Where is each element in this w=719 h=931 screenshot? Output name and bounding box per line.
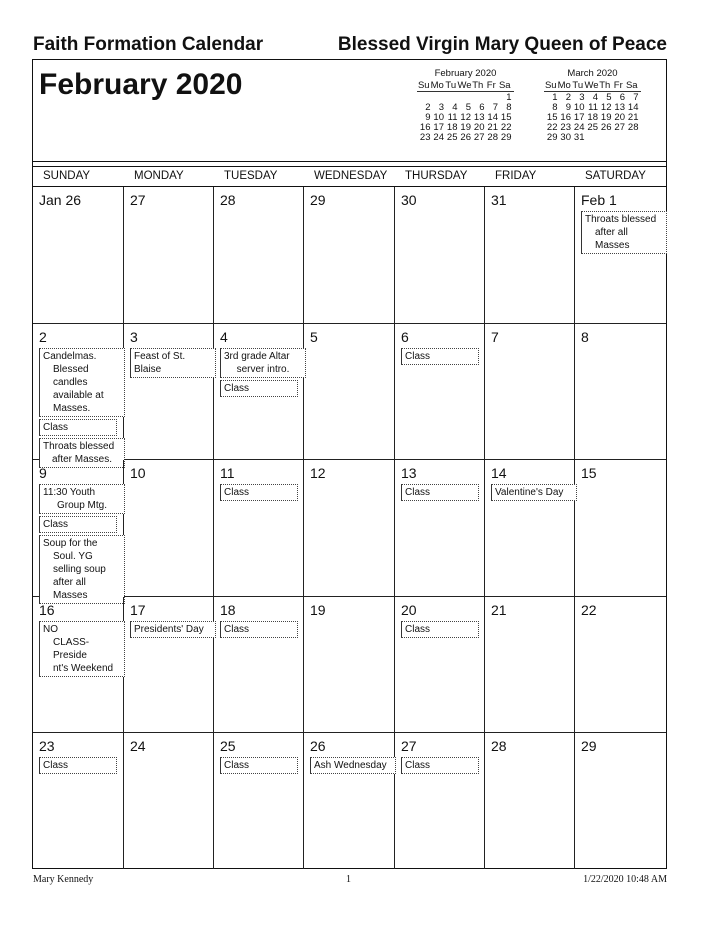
day-number: 2	[39, 329, 47, 345]
day-cell	[485, 187, 575, 324]
mini-day: 30	[560, 132, 571, 143]
mini-calendar-title: February 2020	[434, 68, 497, 79]
day-cell	[304, 733, 395, 869]
day-cell	[575, 460, 666, 597]
day-cell	[214, 733, 304, 869]
event-entry[interactable]	[220, 621, 298, 638]
day-number: 22	[581, 602, 597, 618]
mini-day	[625, 133, 639, 143]
mini-day: 19	[600, 112, 612, 123]
mini-day: 29	[546, 132, 558, 143]
day-cell	[304, 187, 395, 324]
event-text: Class	[405, 760, 431, 771]
event-entry[interactable]	[401, 484, 479, 501]
mini-calendar-day-names	[417, 81, 514, 92]
event-text: server intro.	[236, 364, 290, 375]
event-entry[interactable]	[491, 484, 577, 501]
day-number: 26	[310, 738, 326, 754]
event-text: candles	[53, 377, 88, 388]
mini-day: 21	[487, 122, 498, 133]
event-text: after Masses.	[51, 454, 113, 465]
day-number: 14	[491, 465, 507, 481]
event-text: available at	[53, 390, 104, 401]
event-text: CLASS-Preside	[53, 637, 90, 661]
day-number: 8	[581, 329, 589, 345]
mini-day	[585, 133, 599, 143]
weekday-label: MONDAY	[134, 170, 184, 182]
day-cell	[214, 597, 304, 733]
event-text: Soup for the	[43, 538, 98, 549]
mini-day: 15	[546, 112, 558, 123]
mini-day: 20	[614, 112, 625, 123]
mini-day: 17	[433, 122, 444, 133]
mini-day: 26	[460, 132, 471, 143]
mini-day: 2	[425, 102, 431, 113]
day-cell	[485, 324, 575, 460]
day-number: 28	[220, 192, 236, 208]
day-cell	[395, 733, 485, 869]
mini-day: 14	[487, 112, 498, 123]
event-text: Masses.	[53, 403, 91, 414]
day-number: 16	[39, 602, 55, 618]
day-cell	[33, 597, 124, 733]
month-grid	[33, 187, 666, 869]
event-entry[interactable]	[39, 621, 125, 677]
event-text: selling soup	[53, 564, 106, 575]
event-text: Presidents' Day	[134, 624, 204, 635]
mini-day: 13	[473, 112, 485, 123]
mini-day: 29	[500, 132, 512, 143]
mini-day: 4	[452, 102, 458, 113]
day-number: 19	[310, 602, 326, 618]
mini-calendar-week	[544, 123, 641, 133]
day-number: Jan 26	[39, 192, 82, 208]
day-number: 4	[220, 329, 228, 345]
mini-day-name: We	[584, 80, 599, 91]
day-number: 10	[130, 465, 146, 481]
day-number: 5	[310, 329, 318, 345]
day-number: 21	[491, 602, 507, 618]
mini-day: 24	[573, 122, 585, 133]
mini-day: 7	[633, 92, 639, 103]
day-number: Feb 1	[581, 192, 617, 208]
event-entry[interactable]	[401, 621, 479, 638]
mini-day: 9	[565, 102, 571, 113]
mini-day: 26	[600, 122, 612, 133]
month-header	[33, 60, 666, 162]
event-entry[interactable]	[39, 484, 125, 514]
weekday-label: SATURDAY	[585, 170, 646, 182]
event-entry[interactable]	[39, 348, 125, 417]
event-text: Class	[43, 422, 69, 433]
day-cell	[395, 187, 485, 324]
day-number: 13	[401, 465, 417, 481]
event-text: Ash Wednesday	[314, 760, 387, 771]
day-cell	[575, 733, 666, 869]
day-cell	[304, 324, 395, 460]
day-cell	[485, 733, 575, 869]
mini-day: 4	[592, 92, 598, 103]
event-text: Masses	[595, 240, 630, 251]
day-cell	[33, 187, 124, 324]
mini-day: 27	[614, 122, 625, 133]
day-number: 29	[581, 738, 597, 754]
event-text: Class	[224, 760, 250, 771]
day-cell	[395, 324, 485, 460]
mini-calendar-week	[417, 133, 514, 143]
day-cell	[395, 460, 485, 597]
footer-page-number: 1	[346, 874, 351, 885]
event-text: after all	[53, 577, 86, 588]
event-entry[interactable]	[220, 484, 298, 501]
weekday-label: THURSDAY	[405, 170, 468, 182]
day-cell	[33, 733, 124, 869]
mini-day: 31	[573, 132, 585, 143]
day-cell	[33, 324, 124, 465]
mini-day: 16	[419, 122, 431, 133]
mini-day-name: Tu	[445, 80, 457, 91]
day-number: 18	[220, 602, 236, 618]
event-text: 3rd grade Altar	[224, 351, 290, 362]
event-entry[interactable]	[39, 757, 117, 774]
mini-day: 23	[560, 122, 571, 133]
day-cell	[124, 597, 214, 733]
day-number: 25	[220, 738, 236, 754]
mini-day: 11	[447, 112, 458, 123]
mini-day-name: Fr	[613, 80, 623, 91]
event-entry[interactable]	[130, 621, 216, 638]
mini-day-name: Th	[599, 80, 611, 91]
calendar-title: Faith Formation Calendar	[33, 34, 264, 55]
event-text: Soul. YG	[53, 551, 93, 562]
mini-day: 1	[552, 92, 558, 103]
event-text: 11:30 Youth	[43, 487, 96, 498]
day-number: 17	[130, 602, 146, 618]
parish-name: Blessed Virgin Mary Queen of Peace	[337, 34, 667, 55]
mini-calendar-day-names	[544, 81, 641, 92]
mini-day: 22	[500, 122, 512, 133]
day-cell	[124, 187, 214, 324]
day-cell	[304, 460, 395, 597]
day-cell	[575, 324, 666, 460]
mini-day: 25	[587, 122, 598, 133]
day-number: 30	[401, 192, 417, 208]
mini-day: 28	[487, 132, 498, 143]
event-entry[interactable]	[581, 211, 667, 254]
event-text: Group Mtg.	[56, 500, 108, 511]
mini-day	[612, 133, 626, 143]
day-number: 29	[310, 192, 326, 208]
mini-day: 22	[546, 122, 558, 133]
mini-day: 2	[565, 92, 571, 103]
day-number: 11	[220, 465, 235, 481]
day-cell	[395, 597, 485, 733]
day-cell	[214, 324, 304, 460]
mini-day: 17	[573, 112, 585, 123]
day-number: 28	[491, 738, 507, 754]
mini-day: 6	[619, 92, 625, 103]
day-cell	[485, 597, 575, 733]
mini-day: 6	[479, 102, 485, 113]
event-text: Class	[405, 351, 431, 362]
mini-day: 18	[587, 112, 598, 123]
event-entry[interactable]	[310, 757, 396, 774]
mini-day: 19	[460, 122, 471, 133]
event-text: after all	[595, 227, 628, 238]
event-text: NO	[43, 624, 58, 635]
day-cell	[304, 597, 395, 733]
event-text: Class	[43, 519, 69, 530]
event-entry[interactable]	[39, 516, 117, 533]
mini-day: 10	[433, 112, 444, 123]
mini-day: 27	[473, 132, 485, 143]
mini-day: 8	[506, 102, 512, 113]
mini-day	[598, 133, 612, 143]
weekday-label: FRIDAY	[495, 170, 537, 182]
mini-day: 25	[446, 132, 458, 143]
day-cell	[214, 460, 304, 597]
day-number: 23	[39, 738, 55, 754]
mini-day-name: Su	[544, 80, 557, 91]
mini-day-name: Fr	[486, 80, 496, 91]
weekday-label: SUNDAY	[43, 170, 91, 182]
weekday-header-row	[33, 167, 666, 187]
event-entry[interactable]	[130, 348, 216, 378]
mini-day-name: Mo	[430, 80, 444, 91]
mini-day: 18	[446, 122, 458, 133]
day-number: 9	[39, 465, 47, 481]
mini-day: 13	[614, 102, 625, 113]
mini-calendar-week	[544, 133, 641, 143]
mini-calendar-february	[417, 69, 514, 143]
weekday-label: TUESDAY	[224, 170, 278, 182]
day-number: 12	[310, 465, 326, 481]
mini-day-name: Su	[417, 80, 430, 91]
mini-day-name: Th	[472, 80, 484, 91]
mini-day: 1	[506, 92, 512, 103]
mini-day-name: Mo	[557, 80, 571, 91]
event-entry[interactable]	[220, 380, 298, 397]
calendar-frame	[32, 59, 667, 869]
event-entry[interactable]	[220, 348, 306, 378]
day-cell	[485, 460, 575, 597]
event-text: Masses	[53, 590, 88, 601]
day-number: 15	[581, 465, 597, 481]
event-entry[interactable]	[39, 419, 117, 436]
day-cell	[575, 187, 666, 324]
event-text: Blessed	[53, 364, 89, 375]
mini-day: 20	[473, 122, 485, 133]
mini-day-name: Sa	[498, 80, 511, 91]
day-cell	[33, 460, 124, 601]
day-number: 7	[491, 329, 499, 345]
mini-day: 14	[627, 102, 639, 113]
mini-day: 16	[560, 112, 571, 123]
event-entry[interactable]	[39, 535, 125, 604]
mini-day-name: We	[457, 80, 472, 91]
event-text: Class	[405, 624, 431, 635]
day-number: 31	[491, 192, 507, 208]
event-text: Class	[224, 624, 250, 635]
mini-day: 12	[460, 112, 471, 123]
footer-author: Mary Kennedy	[33, 874, 94, 885]
event-entry[interactable]	[401, 348, 479, 365]
mini-day: 3	[438, 102, 444, 113]
weekday-label: WEDNESDAY	[314, 170, 388, 182]
mini-day: 9	[425, 112, 431, 123]
event-text: Feast of St. Blaise	[134, 351, 186, 375]
event-text: Valentine's Day	[495, 487, 564, 498]
mini-day-name: Tu	[572, 80, 584, 91]
day-number: 24	[130, 738, 146, 754]
mini-day: 10	[573, 102, 585, 113]
mini-day: 3	[579, 92, 585, 103]
mini-calendar-title: March 2020	[567, 68, 618, 79]
mini-day: 7	[492, 102, 498, 113]
event-text: Class	[43, 760, 69, 771]
event-text: Throats blessed	[43, 441, 115, 452]
mini-day: 5	[465, 102, 471, 113]
day-cell	[124, 733, 214, 869]
footer-timestamp: 1/22/2020 10:48 AM	[583, 874, 667, 885]
month-title: February 2020	[39, 68, 243, 101]
day-number: 27	[130, 192, 146, 208]
event-entry[interactable]	[220, 757, 298, 774]
mini-day: 23	[419, 132, 431, 143]
mini-day: 15	[500, 112, 512, 123]
mini-calendar-march	[544, 69, 641, 143]
day-cell	[124, 460, 214, 597]
mini-day: 5	[606, 92, 612, 103]
day-number: 20	[401, 602, 417, 618]
event-text: Class	[405, 487, 431, 498]
mini-day: 24	[433, 132, 444, 143]
event-text: Candelmas.	[43, 351, 97, 362]
event-text: nt's Weekend	[53, 663, 114, 674]
mini-day: 28	[627, 122, 639, 133]
mini-day: 8	[552, 102, 558, 113]
day-cell	[214, 187, 304, 324]
day-number: 3	[130, 329, 138, 345]
day-number: 6	[401, 329, 409, 345]
mini-day-name: Sa	[625, 80, 638, 91]
mini-day: 11	[588, 102, 598, 113]
event-text: Class	[224, 383, 250, 394]
day-cell	[124, 324, 214, 460]
event-text: Throats blessed	[585, 214, 657, 225]
day-number: 27	[401, 738, 417, 754]
mini-day: 12	[600, 102, 612, 113]
event-text: Class	[224, 487, 250, 498]
event-entry[interactable]	[401, 757, 479, 774]
mini-day: 21	[627, 112, 639, 123]
day-cell	[575, 597, 666, 733]
